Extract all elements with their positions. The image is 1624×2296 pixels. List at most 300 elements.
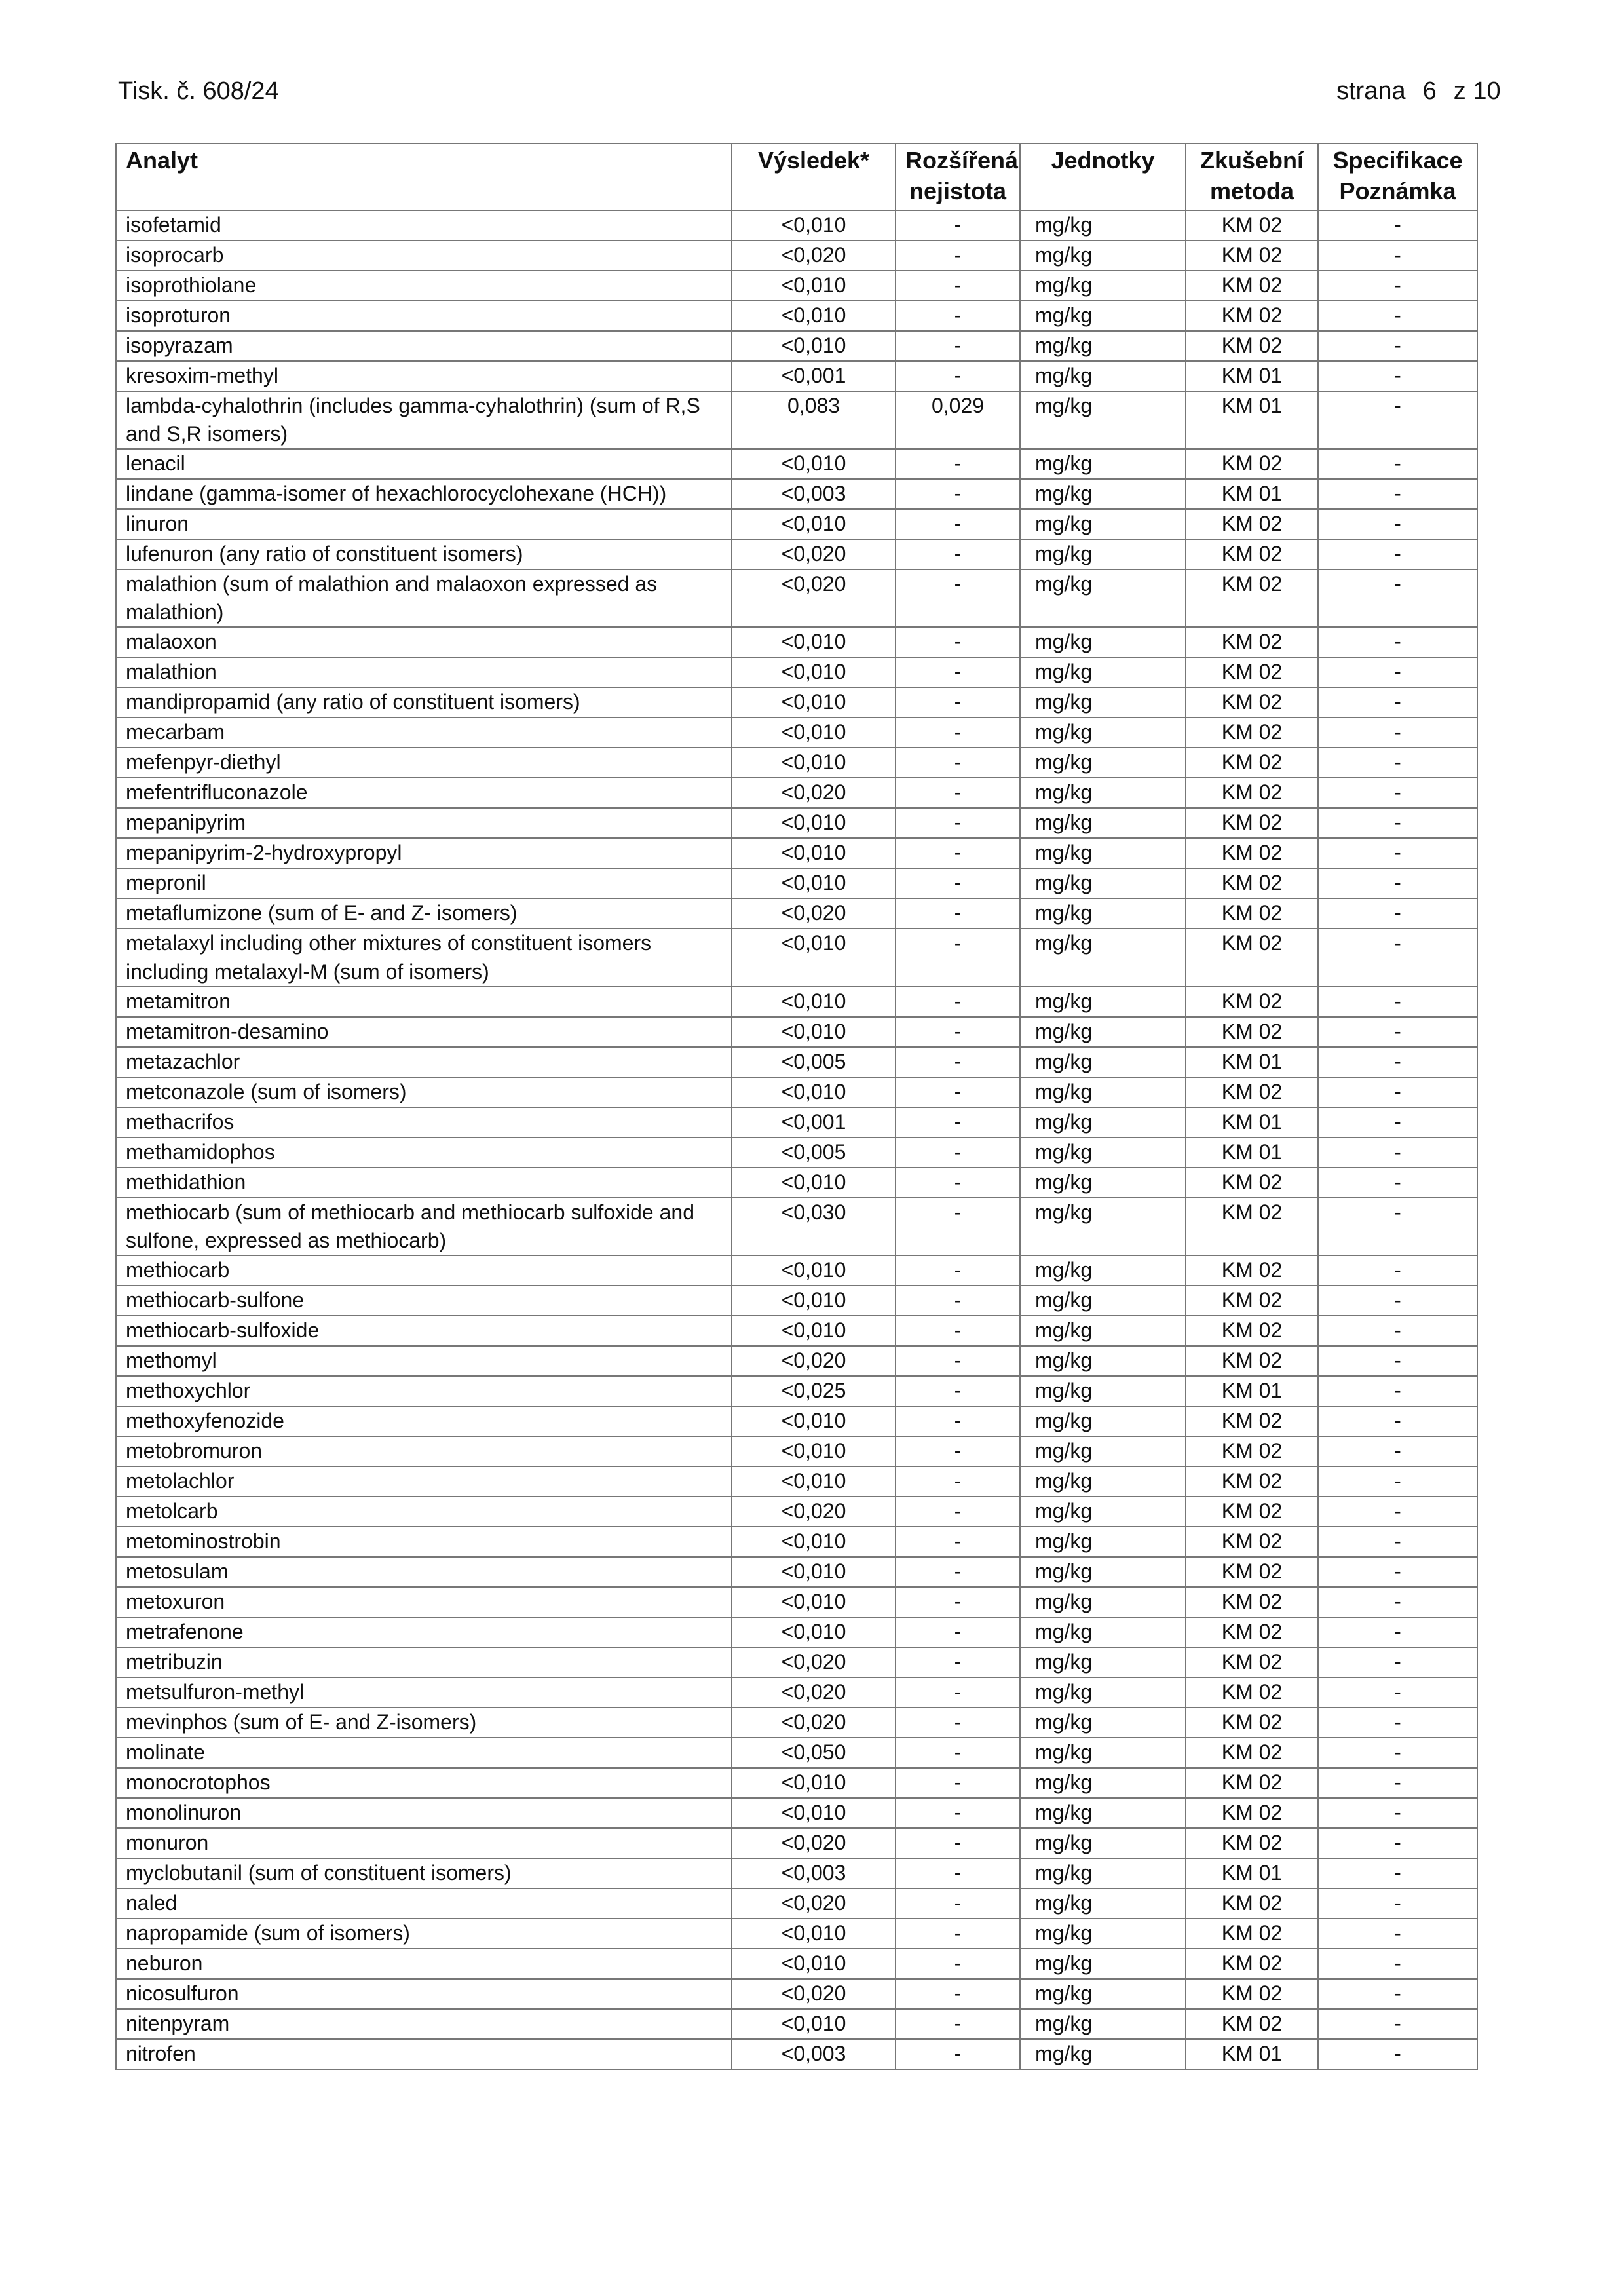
cell-result: <0,020 xyxy=(732,1647,896,1677)
cell-unit: mg/kg xyxy=(1020,627,1186,657)
cell-analyte: metosulam xyxy=(116,1557,732,1587)
cell-analyte: methiocarb xyxy=(116,1255,732,1286)
cell-analyte: malathion (sum of malathion and malaoxon expressed as malathion) xyxy=(116,569,732,627)
cell-analyte: methomyl xyxy=(116,1346,732,1376)
cell-uncertainty: - xyxy=(896,1647,1020,1677)
cell-unit: mg/kg xyxy=(1020,1497,1186,1527)
cell-analyte: metamitron-desamino xyxy=(116,1017,732,1047)
cell-unit: mg/kg xyxy=(1020,1587,1186,1617)
cell-method: KM 02 xyxy=(1186,898,1318,928)
cell-spec: - xyxy=(1318,1286,1477,1316)
cell-spec: - xyxy=(1318,2009,1477,2039)
cell-method: KM 02 xyxy=(1186,987,1318,1017)
cell-unit: mg/kg xyxy=(1020,838,1186,868)
cell-analyte: monuron xyxy=(116,1828,732,1858)
cell-unit: mg/kg xyxy=(1020,1017,1186,1047)
column-header-method xyxy=(1186,144,1318,210)
cell-unit: mg/kg xyxy=(1020,301,1186,331)
cell-analyte: methidathion xyxy=(116,1168,732,1198)
cell-spec: - xyxy=(1318,1738,1477,1768)
cell-unit: mg/kg xyxy=(1020,331,1186,361)
column-header-uncertainty xyxy=(896,144,1020,210)
cell-analyte: nitrofen xyxy=(116,2039,732,2069)
cell-method: KM 02 xyxy=(1186,509,1318,539)
column-header-analyte: Analyt xyxy=(116,144,732,210)
cell-uncertainty: - xyxy=(896,1738,1020,1768)
cell-spec: - xyxy=(1318,1077,1477,1107)
cell-method: KM 02 xyxy=(1186,210,1318,240)
cell-spec: - xyxy=(1318,361,1477,391)
cell-unit: mg/kg xyxy=(1020,928,1186,986)
cell-analyte: nitenpyram xyxy=(116,2009,732,2039)
cell-uncertainty: - xyxy=(896,1708,1020,1738)
cell-spec: - xyxy=(1318,898,1477,928)
cell-analyte: metoxuron xyxy=(116,1587,732,1617)
cell-analyte: malathion xyxy=(116,657,732,687)
cell-uncertainty: - xyxy=(896,509,1020,539)
cell-unit: mg/kg xyxy=(1020,1077,1186,1107)
cell-uncertainty: - xyxy=(896,1949,1020,1979)
cell-unit: mg/kg xyxy=(1020,1979,1186,2009)
cell-analyte: myclobutanil (sum of constituent isomers) xyxy=(116,1858,732,1888)
cell-spec: - xyxy=(1318,331,1477,361)
cell-unit: mg/kg xyxy=(1020,868,1186,898)
cell-analyte: mepanipyrim-2-hydroxypropyl xyxy=(116,838,732,868)
cell-spec: - xyxy=(1318,987,1477,1017)
cell-result: <0,020 xyxy=(732,1677,896,1708)
cell-spec: - xyxy=(1318,1677,1477,1708)
cell-result: <0,020 xyxy=(732,1497,896,1527)
cell-analyte: methoxychlor xyxy=(116,1376,732,1406)
cell-result: <0,010 xyxy=(732,1466,896,1497)
cell-result: <0,010 xyxy=(732,808,896,838)
cell-unit: mg/kg xyxy=(1020,1527,1186,1557)
cell-method: KM 02 xyxy=(1186,718,1318,748)
cell-uncertainty: - xyxy=(896,1888,1020,1919)
cell-uncertainty: - xyxy=(896,627,1020,657)
table-row xyxy=(116,1376,1477,1406)
cell-unit: mg/kg xyxy=(1020,449,1186,479)
cell-method: KM 02 xyxy=(1186,748,1318,778)
cell-result: <0,010 xyxy=(732,1255,896,1286)
cell-unit: mg/kg xyxy=(1020,808,1186,838)
table-row xyxy=(116,718,1477,748)
table-row xyxy=(116,2039,1477,2069)
cell-spec: - xyxy=(1318,1138,1477,1168)
column-header-spec-line2: Poznámka xyxy=(1339,177,1456,204)
cell-analyte: mecarbam xyxy=(116,718,732,748)
cell-method: KM 02 xyxy=(1186,657,1318,687)
cell-unit: mg/kg xyxy=(1020,1316,1186,1346)
cell-spec: - xyxy=(1318,2039,1477,2069)
cell-uncertainty: - xyxy=(896,1466,1020,1497)
table-row xyxy=(116,687,1477,718)
cell-uncertainty: - xyxy=(896,1979,1020,2009)
cell-method: KM 02 xyxy=(1186,1738,1318,1768)
cell-spec: - xyxy=(1318,1979,1477,2009)
cell-unit: mg/kg xyxy=(1020,1255,1186,1286)
cell-spec: - xyxy=(1318,778,1477,808)
table-row xyxy=(116,928,1477,986)
cell-analyte: metsulfuron-methyl xyxy=(116,1677,732,1708)
cell-spec: - xyxy=(1318,1557,1477,1587)
cell-unit: mg/kg xyxy=(1020,687,1186,718)
cell-uncertainty: - xyxy=(896,1077,1020,1107)
cell-result: <0,010 xyxy=(732,1286,896,1316)
cell-method: KM 02 xyxy=(1186,1677,1318,1708)
cell-uncertainty: - xyxy=(896,2039,1020,2069)
table-row xyxy=(116,1738,1477,1768)
cell-uncertainty: - xyxy=(896,718,1020,748)
cell-spec: - xyxy=(1318,1198,1477,1255)
cell-uncertainty: - xyxy=(896,687,1020,718)
cell-analyte: mepronil xyxy=(116,868,732,898)
table-row xyxy=(116,1828,1477,1858)
cell-uncertainty: - xyxy=(896,1017,1020,1047)
cell-method: KM 02 xyxy=(1186,1436,1318,1466)
cell-spec: - xyxy=(1318,1527,1477,1557)
cell-uncertainty: - xyxy=(896,1255,1020,1286)
cell-uncertainty: - xyxy=(896,808,1020,838)
column-header-method-line2: metoda xyxy=(1209,177,1294,204)
cell-result: <0,010 xyxy=(732,449,896,479)
cell-unit: mg/kg xyxy=(1020,1198,1186,1255)
cell-analyte: metolachlor xyxy=(116,1466,732,1497)
cell-unit: mg/kg xyxy=(1020,240,1186,271)
cell-uncertainty: - xyxy=(896,868,1020,898)
cell-uncertainty: - xyxy=(896,1557,1020,1587)
cell-method: KM 02 xyxy=(1186,569,1318,627)
cell-method: KM 02 xyxy=(1186,1497,1318,1527)
table-row xyxy=(116,2009,1477,2039)
cell-result: <0,010 xyxy=(732,301,896,331)
cell-spec: - xyxy=(1318,1617,1477,1647)
cell-uncertainty: - xyxy=(896,479,1020,509)
cell-result: <0,001 xyxy=(732,361,896,391)
cell-analyte: isopyrazam xyxy=(116,331,732,361)
cell-unit: mg/kg xyxy=(1020,1919,1186,1949)
cell-result: <0,050 xyxy=(732,1738,896,1768)
cell-result: <0,010 xyxy=(732,509,896,539)
cell-uncertainty: - xyxy=(896,271,1020,301)
cell-spec: - xyxy=(1318,391,1477,449)
cell-method: KM 02 xyxy=(1186,1255,1318,1286)
cell-analyte: isoprocarb xyxy=(116,240,732,271)
cell-uncertainty: - xyxy=(896,1497,1020,1527)
cell-uncertainty: - xyxy=(896,1376,1020,1406)
cell-uncertainty: - xyxy=(896,1406,1020,1436)
cell-unit: mg/kg xyxy=(1020,1617,1186,1647)
cell-analyte: lambda-cyhalothrin (includes gamma-cyhalothrin) (sum of R,S and S,R isomers) xyxy=(116,391,732,449)
cell-method: KM 01 xyxy=(1186,1376,1318,1406)
cell-analyte: molinate xyxy=(116,1738,732,1768)
cell-result: <0,020 xyxy=(732,240,896,271)
cell-method: KM 02 xyxy=(1186,1406,1318,1436)
table-row xyxy=(116,868,1477,898)
table-body xyxy=(116,210,1477,2070)
cell-result: <0,020 xyxy=(732,569,896,627)
table-row xyxy=(116,361,1477,391)
cell-spec: - xyxy=(1318,1497,1477,1527)
table-row xyxy=(116,987,1477,1017)
cell-result: <0,020 xyxy=(732,1828,896,1858)
cell-spec: - xyxy=(1318,687,1477,718)
cell-uncertainty: - xyxy=(896,331,1020,361)
cell-spec: - xyxy=(1318,1798,1477,1828)
cell-spec: - xyxy=(1318,868,1477,898)
cell-analyte: naled xyxy=(116,1888,732,1919)
cell-spec: - xyxy=(1318,1587,1477,1617)
cell-method: KM 01 xyxy=(1186,1138,1318,1168)
cell-method: KM 02 xyxy=(1186,1168,1318,1198)
cell-method: KM 02 xyxy=(1186,1557,1318,1587)
table-row xyxy=(116,210,1477,240)
table-row xyxy=(116,808,1477,838)
table-row xyxy=(116,1647,1477,1677)
cell-uncertainty: - xyxy=(896,361,1020,391)
cell-spec: - xyxy=(1318,271,1477,301)
cell-unit: mg/kg xyxy=(1020,987,1186,1017)
cell-unit: mg/kg xyxy=(1020,1738,1186,1768)
cell-method: KM 02 xyxy=(1186,928,1318,986)
cell-analyte: linuron xyxy=(116,509,732,539)
cell-unit: mg/kg xyxy=(1020,509,1186,539)
cell-analyte: metalaxyl including other mixtures of constituent isomers including metalaxyl-M (sum of isomers) xyxy=(116,928,732,986)
cell-analyte: isofetamid xyxy=(116,210,732,240)
cell-analyte: metconazole (sum of isomers) xyxy=(116,1077,732,1107)
cell-spec: - xyxy=(1318,539,1477,569)
cell-spec: - xyxy=(1318,1768,1477,1798)
cell-uncertainty: - xyxy=(896,1286,1020,1316)
cell-unit: mg/kg xyxy=(1020,1286,1186,1316)
cell-spec: - xyxy=(1318,1107,1477,1138)
cell-analyte: napropamide (sum of isomers) xyxy=(116,1919,732,1949)
cell-analyte: metazachlor xyxy=(116,1047,732,1077)
cell-unit: mg/kg xyxy=(1020,1047,1186,1077)
table-row xyxy=(116,748,1477,778)
cell-method: KM 02 xyxy=(1186,1527,1318,1557)
cell-unit: mg/kg xyxy=(1020,1798,1186,1828)
cell-spec: - xyxy=(1318,1168,1477,1198)
cell-result: <0,010 xyxy=(732,657,896,687)
cell-analyte: kresoxim-methyl xyxy=(116,361,732,391)
cell-uncertainty: - xyxy=(896,1828,1020,1858)
cell-spec: - xyxy=(1318,1255,1477,1286)
cell-result: <0,005 xyxy=(732,1138,896,1168)
cell-result: <0,010 xyxy=(732,1077,896,1107)
cell-analyte: metominostrobin xyxy=(116,1527,732,1557)
cell-analyte: mepanipyrim xyxy=(116,808,732,838)
cell-unit: mg/kg xyxy=(1020,718,1186,748)
cell-unit: mg/kg xyxy=(1020,1107,1186,1138)
cell-method: KM 02 xyxy=(1186,868,1318,898)
table-row xyxy=(116,1708,1477,1738)
cell-analyte: methamidophos xyxy=(116,1138,732,1168)
table-row xyxy=(116,1888,1477,1919)
cell-method: KM 02 xyxy=(1186,1768,1318,1798)
table-row xyxy=(116,1346,1477,1376)
cell-method: KM 02 xyxy=(1186,838,1318,868)
cell-unit: mg/kg xyxy=(1020,657,1186,687)
cell-result: <0,010 xyxy=(732,271,896,301)
table-row xyxy=(116,1949,1477,1979)
cell-result: 0,083 xyxy=(732,391,896,449)
cell-method: KM 01 xyxy=(1186,1047,1318,1077)
cell-method: KM 02 xyxy=(1186,1979,1318,2009)
cell-result: <0,010 xyxy=(732,987,896,1017)
cell-method: KM 02 xyxy=(1186,1949,1318,1979)
cell-unit: mg/kg xyxy=(1020,1346,1186,1376)
page-total: z 10 xyxy=(1453,77,1501,105)
cell-analyte: methiocarb-sulfoxide xyxy=(116,1316,732,1346)
cell-method: KM 02 xyxy=(1186,331,1318,361)
cell-uncertainty: - xyxy=(896,778,1020,808)
table-row xyxy=(116,1047,1477,1077)
cell-spec: - xyxy=(1318,1466,1477,1497)
cell-spec: - xyxy=(1318,808,1477,838)
document-reference: Tisk. č. 608/24 xyxy=(118,77,279,105)
cell-result: <0,010 xyxy=(732,1017,896,1047)
cell-result: <0,010 xyxy=(732,1919,896,1949)
table-row xyxy=(116,1466,1477,1497)
cell-spec: - xyxy=(1318,301,1477,331)
cell-uncertainty: - xyxy=(896,987,1020,1017)
column-header-method-line1: Zkušební xyxy=(1199,147,1304,174)
cell-spec: - xyxy=(1318,1316,1477,1346)
cell-method: KM 02 xyxy=(1186,1828,1318,1858)
cell-unit: mg/kg xyxy=(1020,1828,1186,1858)
cell-unit: mg/kg xyxy=(1020,748,1186,778)
table-row xyxy=(116,1168,1477,1198)
cell-result: <0,020 xyxy=(732,1346,896,1376)
cell-analyte: malaoxon xyxy=(116,627,732,657)
cell-uncertainty: - xyxy=(896,2009,1020,2039)
table-row xyxy=(116,1858,1477,1888)
table-row xyxy=(116,1017,1477,1047)
table-row xyxy=(116,1919,1477,1949)
cell-unit: mg/kg xyxy=(1020,1138,1186,1168)
cell-spec: - xyxy=(1318,748,1477,778)
table-row xyxy=(116,479,1477,509)
cell-method: KM 02 xyxy=(1186,449,1318,479)
cell-method: KM 02 xyxy=(1186,1888,1318,1919)
cell-method: KM 02 xyxy=(1186,1017,1318,1047)
cell-analyte: metribuzin xyxy=(116,1647,732,1677)
cell-method: KM 02 xyxy=(1186,1919,1318,1949)
table-row xyxy=(116,240,1477,271)
cell-uncertainty: - xyxy=(896,1527,1020,1557)
cell-spec: - xyxy=(1318,1047,1477,1077)
cell-analyte: methoxyfenozide xyxy=(116,1406,732,1436)
cell-method: KM 02 xyxy=(1186,778,1318,808)
cell-result: <0,010 xyxy=(732,1949,896,1979)
cell-analyte: methiocarb-sulfone xyxy=(116,1286,732,1316)
cell-method: KM 02 xyxy=(1186,1647,1318,1677)
cell-result: <0,010 xyxy=(732,1798,896,1828)
cell-uncertainty: - xyxy=(896,1316,1020,1346)
cell-uncertainty: - xyxy=(896,1138,1020,1168)
cell-uncertainty: - xyxy=(896,1768,1020,1798)
cell-result: <0,020 xyxy=(732,1979,896,2009)
cell-result: <0,025 xyxy=(732,1376,896,1406)
cell-uncertainty: - xyxy=(896,1107,1020,1138)
cell-analyte: lindane (gamma-isomer of hexachlorocyclohexane (HCH)) xyxy=(116,479,732,509)
results-table xyxy=(115,143,1478,2070)
cell-unit: mg/kg xyxy=(1020,1888,1186,1919)
table-row xyxy=(116,1406,1477,1436)
cell-uncertainty: - xyxy=(896,1346,1020,1376)
cell-spec: - xyxy=(1318,240,1477,271)
cell-spec: - xyxy=(1318,928,1477,986)
cell-method: KM 01 xyxy=(1186,1858,1318,1888)
page-number: 6 xyxy=(1422,77,1437,105)
cell-uncertainty: - xyxy=(896,1858,1020,1888)
cell-spec: - xyxy=(1318,1346,1477,1376)
cell-analyte: lufenuron (any ratio of constituent isomers) xyxy=(116,539,732,569)
cell-method: KM 02 xyxy=(1186,1077,1318,1107)
cell-unit: mg/kg xyxy=(1020,1466,1186,1497)
table-row xyxy=(116,1107,1477,1138)
cell-spec: - xyxy=(1318,1888,1477,1919)
table-row xyxy=(116,1497,1477,1527)
cell-analyte: metolcarb xyxy=(116,1497,732,1527)
cell-method: KM 02 xyxy=(1186,271,1318,301)
table-row xyxy=(116,391,1477,449)
cell-spec: - xyxy=(1318,1919,1477,1949)
cell-uncertainty: - xyxy=(896,1587,1020,1617)
cell-spec: - xyxy=(1318,1949,1477,1979)
cell-uncertainty: - xyxy=(896,748,1020,778)
column-header-spec xyxy=(1318,144,1477,210)
cell-analyte: mefentrifluconazole xyxy=(116,778,732,808)
cell-method: KM 02 xyxy=(1186,2009,1318,2039)
cell-unit: mg/kg xyxy=(1020,1406,1186,1436)
cell-method: KM 01 xyxy=(1186,2039,1318,2069)
cell-uncertainty: - xyxy=(896,1168,1020,1198)
cell-uncertainty: - xyxy=(896,301,1020,331)
cell-uncertainty: - xyxy=(896,449,1020,479)
table-row xyxy=(116,331,1477,361)
cell-uncertainty: - xyxy=(896,898,1020,928)
cell-spec: - xyxy=(1318,509,1477,539)
cell-analyte: lenacil xyxy=(116,449,732,479)
cell-analyte: mefenpyr-diethyl xyxy=(116,748,732,778)
table-row xyxy=(116,1316,1477,1346)
cell-uncertainty: 0,029 xyxy=(896,391,1020,449)
table-header-row xyxy=(116,144,1477,210)
cell-unit: mg/kg xyxy=(1020,1557,1186,1587)
cell-result: <0,020 xyxy=(732,898,896,928)
cell-method: KM 02 xyxy=(1186,687,1318,718)
cell-result: <0,020 xyxy=(732,539,896,569)
page-indicator xyxy=(1336,77,1501,105)
cell-uncertainty: - xyxy=(896,240,1020,271)
cell-method: KM 01 xyxy=(1186,1107,1318,1138)
table-row xyxy=(116,1768,1477,1798)
cell-result: <0,010 xyxy=(732,838,896,868)
cell-result: <0,010 xyxy=(732,1316,896,1346)
cell-result: <0,003 xyxy=(732,2039,896,2069)
cell-result: <0,010 xyxy=(732,2009,896,2039)
cell-unit: mg/kg xyxy=(1020,1858,1186,1888)
cell-spec: - xyxy=(1318,1858,1477,1888)
cell-method: KM 02 xyxy=(1186,1798,1318,1828)
cell-method: KM 02 xyxy=(1186,1587,1318,1617)
cell-result: <0,010 xyxy=(732,748,896,778)
cell-analyte: monolinuron xyxy=(116,1798,732,1828)
cell-result: <0,010 xyxy=(732,718,896,748)
cell-method: KM 02 xyxy=(1186,1316,1318,1346)
